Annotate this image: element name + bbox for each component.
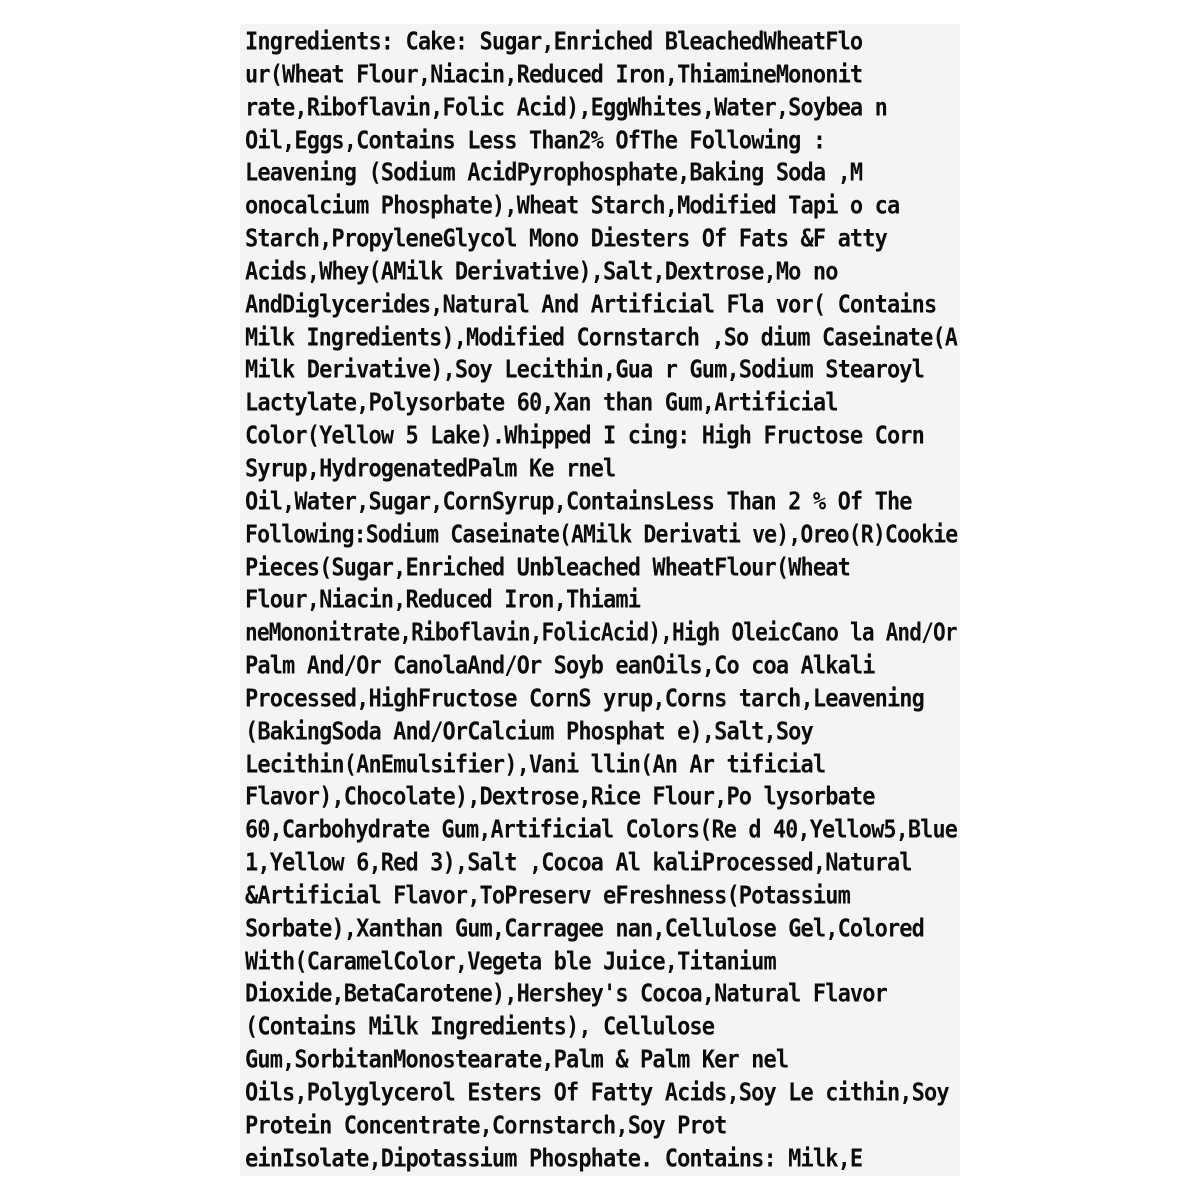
ingredient-line: Dioxide,BetaCarotene),Hershey's Cocoa,Natural Flavor	[245, 980, 887, 1009]
ingredient-line: Lactylate,Polysorbate 60,Xan than Gum,Artificial	[245, 389, 838, 418]
ingredients-text-block	[245, 27, 957, 1176]
ingredient-line: Sorbate),Xanthan Gum,Carragee nan,Cellulose Gel,Colored	[245, 915, 924, 944]
ingredient-line: Following:Sodium Caseinate(AMilk Derivati ve),Oreo(R)Cookie	[245, 521, 958, 550]
ingredient-line: 1,Yellow 6,Red 3),Salt ,Cocoa Al kaliProcessed,Natural	[245, 849, 912, 878]
ingredient-line: Color(Yellow 5 Lake).Whipped I cing: High Fructose Corn	[245, 422, 924, 451]
ingredient-line: Processed,HighFructose CornS yrup,Corns tarch,Leavening	[245, 685, 924, 714]
ingredient-line: Oils,Polyglycerol Esters Of Fatty Acids,Soy Le cithin,Soy	[245, 1079, 949, 1108]
ingredient-line: Flavor),Chocolate),Dextrose,Rice Flour,Po lysorbate	[245, 783, 875, 812]
ingredient-line: 60,Carbohydrate Gum,Artificial Colors(Re d 40,Yellow5,Blue	[245, 816, 958, 845]
ingredients-label-panel	[240, 24, 960, 1176]
ingredient-line: rate,Riboflavin,Folic Acid),EggWhites,Water,Soybea n	[245, 94, 887, 123]
ingredient-line: (BakingSoda And/OrCalcium Phosphat e),Salt,Soy	[245, 718, 813, 747]
ingredient-line: onocalcium Phosphate),Wheat Starch,Modified Tapi o ca	[245, 192, 900, 221]
ingredient-line: Ingredients: Cake: Sugar,Enriched BleachedWheatFlo	[245, 28, 863, 57]
ingredient-line: With(CaramelColor,Vegeta ble Juice,Titanium	[245, 948, 776, 977]
ingredient-line: neMononitrate,Riboflavin,FolicAcid),High OleicCano la And/Or	[245, 619, 957, 648]
ingredient-line: Palm And/Or CanolaAnd/Or Soyb eanOils,Co coa Alkali	[245, 652, 875, 681]
ingredient-line: Gum,SorbitanMonostearate,Palm & Palm Ker nel	[245, 1046, 789, 1075]
ingredient-line: Starch,PropyleneGlycol Mono Diesters Of Fats &F atty	[245, 225, 887, 254]
ingredient-line: AndDiglycerides,Natural And Artificial Fla vor( Contains	[245, 291, 937, 320]
ingredient-line: Pieces(Sugar,Enriched Unbleached WheatFlour(Wheat	[245, 553, 850, 582]
ingredient-line: (Contains Milk Ingredients), Cellulose	[245, 1013, 715, 1042]
ingredient-line: &Artificial Flavor,ToPreserv eFreshness(Potassium	[245, 882, 850, 911]
ingredient-line: Oil,Eggs,Contains Less Than2% OfThe Following :	[245, 126, 826, 155]
ingredient-line: einIsolate,Dipotassium Phosphate. Contains: Milk,E	[245, 1145, 863, 1174]
ingredient-line: Oil,Water,Sugar,CornSyrup,ContainsLess Than 2 % Of The	[245, 488, 912, 517]
ingredient-line: Milk Derivative),Soy Lecithin,Gua r Gum,Sodium Stearoyl	[245, 356, 924, 385]
ingredient-line: Lecithin(AnEmulsifier),Vani llin(An Ar tificial	[245, 750, 826, 779]
ingredient-line: ur(Wheat Flour,Niacin,Reduced Iron,ThiamineMononit	[245, 61, 863, 90]
ingredient-line: Milk Ingredients),Modified Cornstarch ,So dium Caseinate(A	[245, 323, 958, 352]
ingredient-line: Flour,Niacin,Reduced Iron,Thiami	[245, 586, 641, 615]
ingredient-line: Leavening (Sodium AcidPyrophosphate,Baking Soda ,M	[245, 159, 863, 188]
ingredient-line: Protein Concentrate,Cornstarch,Soy Prot	[245, 1112, 727, 1141]
ingredient-line: Acids,Whey(AMilk Derivative),Salt,Dextrose,Mo no	[245, 258, 838, 287]
ingredient-line: Syrup,HydrogenatedPalm Ke rnel	[245, 455, 616, 484]
